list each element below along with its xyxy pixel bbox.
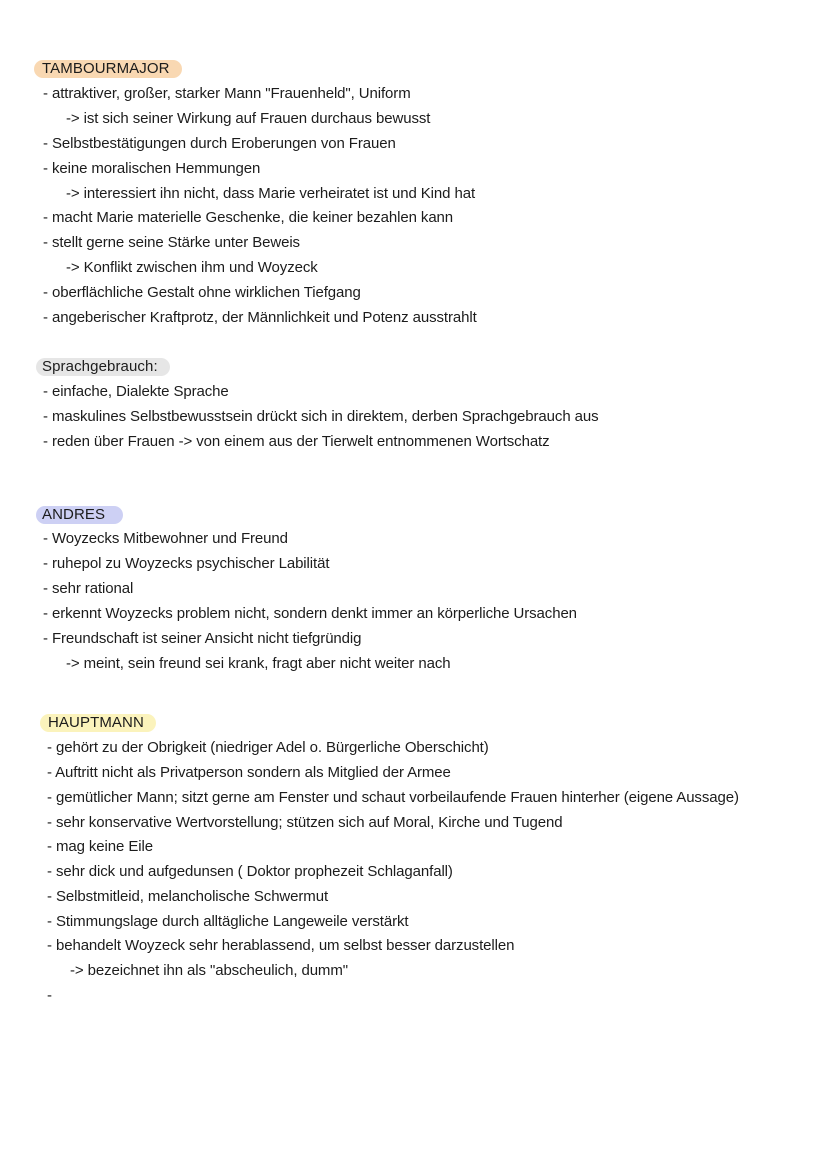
tambourmajor-line-9: - oberflächliche Gestalt ohne wirklichen Tiefgang: [43, 284, 361, 301]
heading-andres: ANDRES: [36, 506, 123, 524]
tambourmajor-line-1: - attraktiver, großer, starker Mann "Frauenheld", Uniform: [43, 85, 411, 102]
hauptmann-line-7: - Selbstmitleid, melancholische Schwermut: [47, 888, 329, 905]
tambourmajor-line-6: - macht Marie materielle Geschenke, die keiner bezahlen kann: [43, 209, 454, 226]
hauptmann-line-4: - sehr konservative Wertvorstellung; stützen sich auf Moral, Kirche und Tugend: [47, 814, 563, 831]
tambourmajor-line-5: -> interessiert ihn nicht, dass Marie verheiratet ist und Kind hat: [66, 185, 476, 202]
hauptmann-line-2: - Auftritt nicht als Privatperson sondern als Mitglied der Armee: [47, 764, 451, 781]
tambourmajor-line-7: - stellt gerne seine Stärke unter Beweis: [43, 234, 300, 251]
heading-sprachgebrauch: Sprachgebrauch:: [36, 358, 170, 376]
hauptmann-line-8: - Stimmungslage durch alltägliche Langeweile verstärkt: [47, 913, 409, 930]
hauptmann-line-9: - behandelt Woyzeck sehr herablassend, um selbst besser darzustellen: [47, 937, 515, 954]
andres-line-4: - erkennt Woyzecks problem nicht, sondern denkt immer an körperliche Ursachen: [43, 605, 577, 622]
andres-line-3: - sehr rational: [43, 580, 134, 597]
andres-line-6: -> meint, sein freund sei krank, fragt aber nicht weiter nach: [66, 655, 451, 672]
hauptmann-line-6: - sehr dick und aufgedunsen ( Doktor prophezeit Schlaganfall): [47, 863, 453, 880]
hauptmann-line-10: -> bezeichnet ihn als "abscheulich, dumm": [70, 962, 348, 979]
andres-line-1: - Woyzecks Mitbewohner und Freund: [43, 530, 288, 547]
sprachgebrauch-line-2: - maskulines Selbstbewusstsein drückt sich in direktem, derben Sprachgebrauch aus: [43, 408, 599, 425]
hauptmann-line-3: - gemütlicher Mann; sitzt gerne am Fenster und schaut vorbeilaufende Frauen hinterher (eigene Aussage): [47, 789, 739, 806]
sprachgebrauch-line-1: - einfache, Dialekte Sprache: [43, 383, 229, 400]
heading-hauptmann: HAUPTMANN: [40, 714, 156, 732]
sprachgebrauch-line-3: - reden über Frauen -> von einem aus der Tierwelt entnommenen Wortschatz: [43, 433, 550, 450]
tambourmajor-line-10: - angeberischer Kraftprotz, der Männlichkeit und Potenz ausstrahlt: [43, 309, 477, 326]
heading-tambourmajor: TAMBOURMAJOR: [34, 60, 182, 78]
tambourmajor-line-8: -> Konflikt zwischen ihm und Woyzeck: [66, 259, 318, 276]
andres-line-2: - ruhepol zu Woyzecks psychischer Labilität: [43, 555, 330, 572]
tambourmajor-line-4: - keine moralischen Hemmungen: [43, 160, 261, 177]
tambourmajor-line-3: - Selbstbestätigungen durch Eroberungen von Frauen: [43, 135, 396, 152]
tambourmajor-line-2: -> ist sich seiner Wirkung auf Frauen durchaus bewusst: [66, 110, 431, 127]
hauptmann-line-1: - gehört zu der Obrigkeit (niedriger Adel o. Bürgerliche Oberschicht): [47, 739, 489, 756]
andres-line-5: - Freundschaft ist seiner Ansicht nicht tiefgründig: [43, 630, 362, 647]
hauptmann-line-11: -: [47, 987, 52, 1004]
hauptmann-line-5: - mag keine Eile: [47, 838, 153, 855]
